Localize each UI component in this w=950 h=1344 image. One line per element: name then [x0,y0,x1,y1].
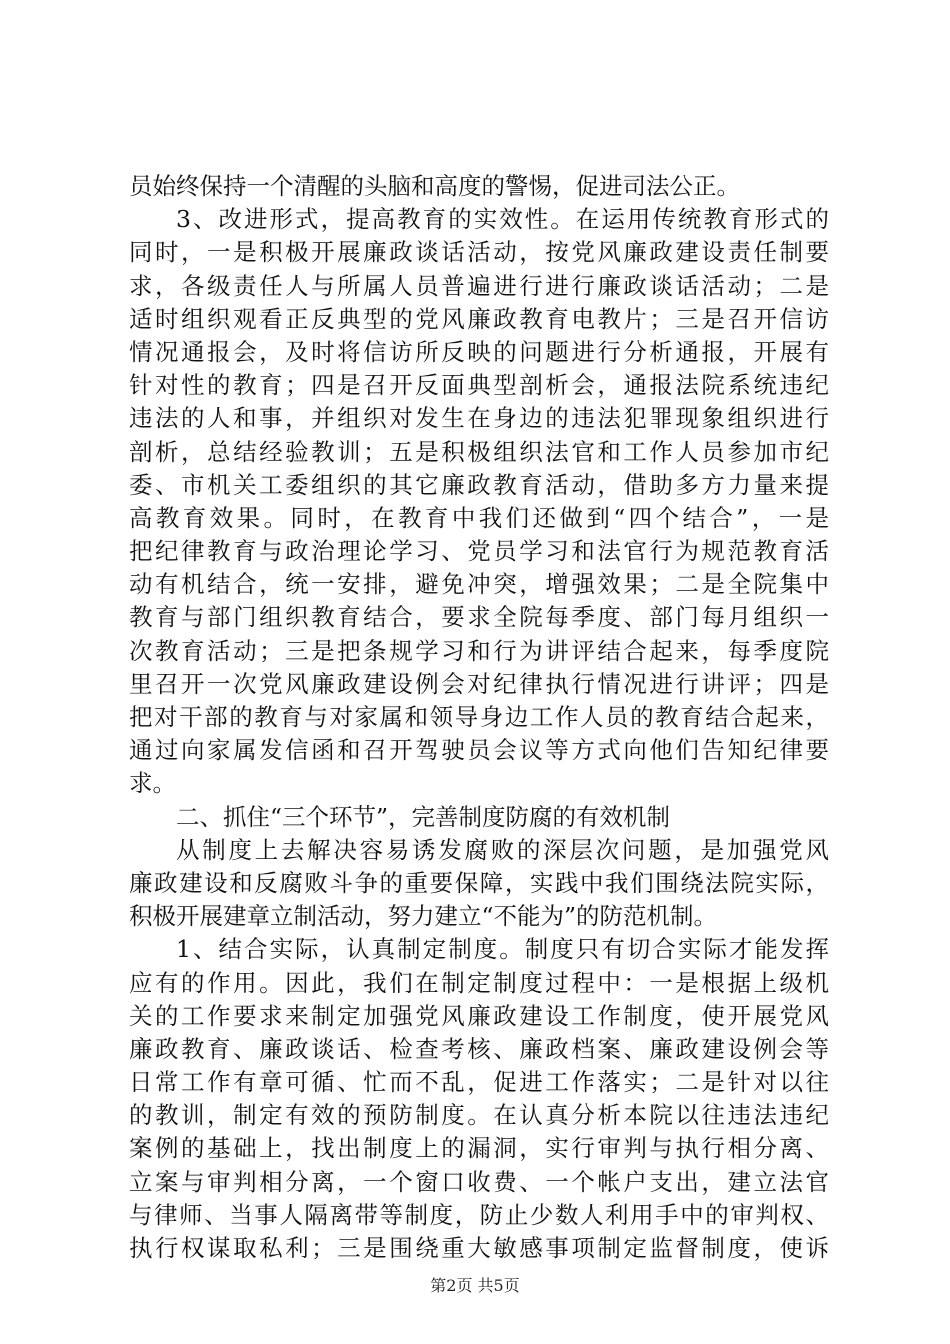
text-line: 关的工作要求来制定加强党风廉政建设工作制度，使开展党风 [129,1001,829,1030]
text-line: 适时组织观看正反典型的党风廉政教育电教片；三是召开信访 [129,304,829,333]
text-line: 动有机结合，统一安排，避免冲突，增强效果；二是全院集中 [129,570,829,599]
text-line: 针对性的教育；四是召开反面典型剖析会，通报法院系统违纪 [129,371,829,400]
text-line: 情况通报会，及时将信访所反映的问题进行分析通报，开展有 [129,337,829,366]
text-line: 执行权谋取私利；三是围绕重大敏感事项制定监督制度，使诉 [129,1234,829,1262]
text-line: 3、改进形式，提高教育的实效性。在运用传统教育形式的 [176,205,829,234]
text-line: 从制度上去解决容易诱发腐败的深层次问题，是加强党风 [176,835,829,864]
text-line: 应有的作用。因此，我们在制定制度过程中：一是根据上级机 [129,968,829,997]
text-line: 廉政教育、廉政谈话、检查考核、廉政档案、廉政建设例会等 [129,1034,829,1063]
text-line: 求，各级责任人与所属人员普遍进行进行廉政谈话活动；二是 [129,271,829,300]
text-line: 违法的人和事，并组织对发生在身边的违法犯罪现象组织进行 [129,404,829,433]
text-line: 1、结合实际，认真制定制度。制度只有切合实际才能发挥 [176,935,829,964]
text-line: 教育与部门组织教育结合，要求全院每季度、部门每月组织一 [129,603,829,632]
text-line: 廉政建设和反腐败斗争的重要保障，实践中我们围绕法院实际， [129,868,829,897]
text-line: 日常工作有章可循、忙而不乱，促进工作落实；二是针对以往 [129,1068,829,1097]
text-line: 案例的基础上，找出制度上的漏洞，实行审判与执行相分离、 [129,1134,829,1163]
text-line: 积极开展建章立制活动，努力建立“不能为”的防范机制。 [129,902,718,931]
page-footer: 第2页 共5页 [430,1276,520,1295]
body-text [129,170,829,1265]
text-line: 剖析，总结经验教训；五是积极组织法官和工作人员参加市纪 [129,437,829,466]
text-line: 高教育效果。同时，在教育中我们还做到“四个结合”，一是 [129,503,829,532]
text-line: 通过向家属发信函和召开驾驶员会议等方式向他们告知纪律要 [129,736,829,765]
text-line: 二、抓住“三个环节”，完善制度防腐的有效机制 [176,802,671,831]
text-line: 里召开一次党风廉政建设例会对纪律执行情况进行讲评；四是 [129,669,829,698]
text-line: 委、市机关工委组织的其它廉政教育活动，借助多方力量来提 [129,470,829,499]
text-line: 次教育活动；三是把条规学习和行为讲评结合起来，每季度院 [129,636,829,665]
text-line: 求。 [129,769,176,798]
text-line: 把纪律教育与政治理论学习、党员学习和法官行为规范教育活 [129,537,829,566]
text-line: 同时，一是积极开展廉政谈话活动，按党风廉政建设责任制要 [129,238,829,267]
text-line: 员始终保持一个清醒的头脑和高度的警惕，促进司法公正。 [129,172,740,200]
text-line: 与律师、当事人隔离带等制度，防止少数人利用手中的审判权、 [129,1200,829,1229]
text-line: 把对干部的教育与对家属和领导身边工作人员的教育结合起来， [129,703,829,731]
text-line: 的教训，制定有效的预防制度。在认真分析本院以往违法违纪 [129,1101,829,1130]
text-line: 立案与审判相分离，一个窗口收费、一个帐户支出，建立法官 [129,1167,829,1196]
